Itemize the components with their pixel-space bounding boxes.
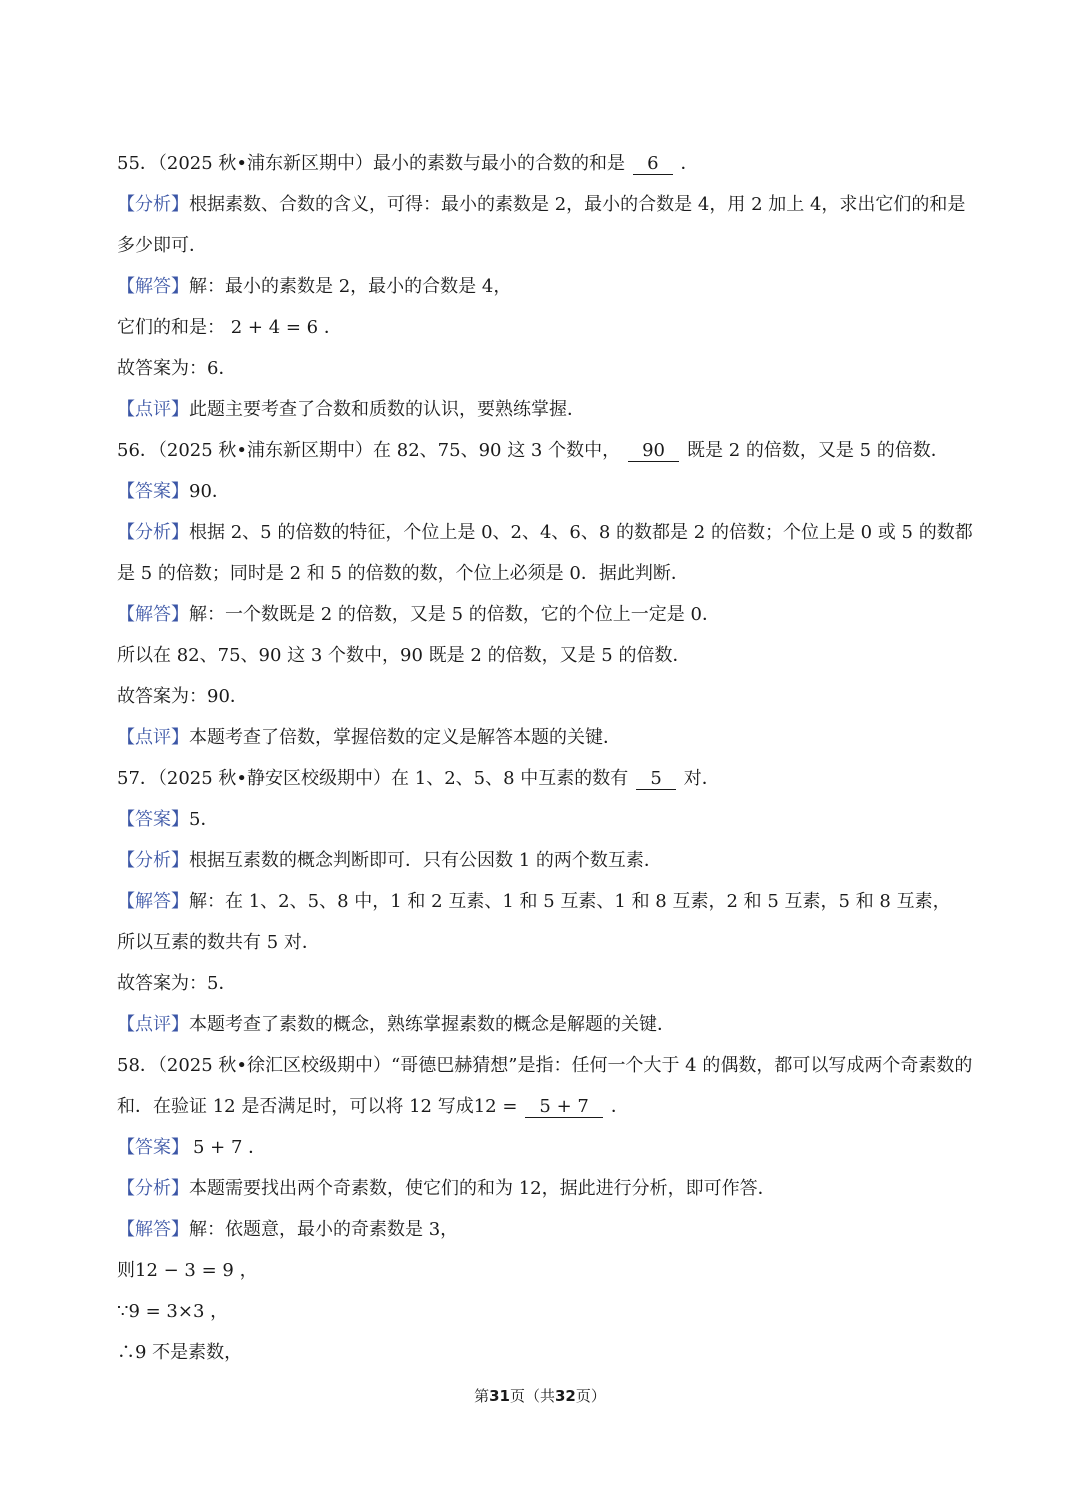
- solution-text: 解：一个数既是 2 的倍数，又是 5 的倍数，它的个位上一定是 0．: [189, 604, 720, 625]
- question-56-answer: [117, 471, 997, 512]
- question-55-analysis: [117, 184, 997, 225]
- question-55-stem: [117, 143, 997, 184]
- page-content: [117, 143, 997, 1373]
- footer-middle: 页（共: [509, 1387, 555, 1405]
- analysis-text: 根据互素数的概念判断即可．只有公因数 1 的两个数互素．: [189, 850, 662, 871]
- analysis-text: 根据素数、合数的含义，可得：最小的素数是 2，最小的合数是 4，用 2 加上 4，求出它们的和是: [189, 194, 966, 215]
- question-56-analysis-cont: 是 5 的倍数；同时是 2 和 5 的倍数的数，个位上必须是 0．据此判断．: [117, 563, 689, 584]
- answer-text: 90．: [189, 481, 230, 502]
- answer-text: 5 + 7 ．: [193, 1137, 267, 1158]
- question-57-stem: [117, 758, 997, 799]
- solution-text: 解：在 1、2、5、8 中，1 和 2 互素、1 和 5 互素、1 和 8 互素，2 和 5 互素，5 和 8 互素，: [189, 891, 951, 912]
- question-57-solution: [117, 881, 997, 922]
- question-56-solution: [117, 594, 997, 635]
- question-56-text: 56．（2025 秋•浦东新区期中）在 82、75、90 这 3 个数中，: [117, 440, 621, 461]
- answer-label: 【答案】: [117, 809, 189, 830]
- question-58-text: 和．在验证 12 是否满足时，可以将 12 写成12 =: [117, 1096, 518, 1117]
- question-57-analysis: [117, 840, 997, 881]
- question-57-solution-final: 故答案为：5．: [117, 973, 237, 994]
- question-57-comment: [117, 1004, 997, 1045]
- total-page-count: 32: [555, 1387, 576, 1405]
- question-58-stem-cont: [117, 1086, 997, 1127]
- question-58-solution-therefore: ∴9 不是素数，: [117, 1342, 243, 1363]
- solution-text: 解：依题意，最小的奇素数是 3，: [189, 1219, 459, 1240]
- solution-label: 【解答】: [117, 604, 189, 625]
- question-58-solution-line: 则12 − 3 = 9 ，: [117, 1260, 258, 1281]
- question-58-answer-blank: 5 + 7: [525, 1097, 602, 1118]
- question-55-text: 55．（2025 秋•浦东新区期中）最小的素数与最小的合数的和是: [117, 153, 626, 174]
- comment-text: 本题考查了素数的概念，熟练掌握素数的概念是解题的关键．: [189, 1014, 675, 1035]
- answer-label: 【答案】: [117, 1137, 189, 1158]
- analysis-label: 【分析】: [117, 1178, 189, 1199]
- comment-label: 【点评】: [117, 1014, 189, 1035]
- question-56-stem-end: 既是 2 的倍数，又是 5 的倍数．: [687, 440, 949, 461]
- answer-text: 5．: [189, 809, 219, 830]
- analysis-label: 【分析】: [117, 194, 189, 215]
- question-55-stem-end: ．: [680, 153, 699, 174]
- comment-text: 本题考查了倍数，掌握倍数的定义是解答本题的关键．: [189, 727, 621, 748]
- solution-label: 【解答】: [117, 891, 189, 912]
- question-56-analysis: [117, 512, 997, 553]
- question-56-stem: [117, 430, 997, 471]
- question-56-comment: [117, 717, 997, 758]
- footer-suffix: 页）: [575, 1387, 606, 1405]
- question-56-solution-line: 所以在 82、75、90 这 3 个数中，90 既是 2 的倍数，又是 5 的倍数．: [117, 645, 691, 666]
- question-58-analysis: [117, 1168, 997, 1209]
- solution-label: 【解答】: [117, 1219, 189, 1240]
- page-footer: [0, 1385, 1080, 1407]
- comment-label: 【点评】: [117, 399, 189, 420]
- question-58-answer: [117, 1127, 997, 1168]
- answer-label: 【答案】: [117, 481, 189, 502]
- question-57-answer-blank: 5: [636, 769, 675, 790]
- comment-text: 此题主要考查了合数和质数的认识，要熟练掌握．: [189, 399, 585, 420]
- question-58-stem: 58．（2025 秋•徐汇区校级期中）“哥德巴赫猜想”是指：任何一个大于 4 的偶数，都可以写成两个奇素数的: [117, 1055, 973, 1076]
- comment-label: 【点评】: [117, 727, 189, 748]
- question-55-solution-line: 它们的和是： 2 + 4 = 6 ．: [117, 317, 342, 338]
- question-56-solution-final: 故答案为：90．: [117, 686, 248, 707]
- question-55-comment: [117, 389, 997, 430]
- question-57-stem-end: 对．: [683, 768, 720, 789]
- question-58-stem-end: ．: [610, 1096, 629, 1117]
- analysis-text: 根据 2、5 的倍数的特征，个位上是 0、2、4、6、8 的数都是 2 的倍数；个位上是 0 或 5 的数都: [189, 522, 973, 543]
- analysis-label: 【分析】: [117, 850, 189, 871]
- current-page-number: 31: [489, 1387, 510, 1405]
- footer-prefix: 第: [474, 1387, 490, 1405]
- question-58-solution: [117, 1209, 997, 1250]
- question-56-answer-blank: 90: [628, 441, 679, 462]
- question-55-solution: [117, 266, 997, 307]
- question-55-solution-final: 故答案为：6．: [117, 358, 237, 379]
- analysis-label: 【分析】: [117, 522, 189, 543]
- question-57-answer: [117, 799, 997, 840]
- solution-label: 【解答】: [117, 276, 189, 297]
- question-58-solution-because: ∵9 = 3×3 ，: [117, 1301, 229, 1322]
- question-55-answer-blank: 6: [633, 154, 672, 175]
- question-55-analysis-cont: 多少即可．: [117, 235, 207, 256]
- solution-text: 解：最小的素数是 2，最小的合数是 4，: [189, 276, 512, 297]
- question-57-text: 57．（2025 秋•静安区校级期中）在 1、2、5、8 中互素的数有: [117, 768, 629, 789]
- question-57-solution-line: 所以互素的数共有 5 对．: [117, 932, 320, 953]
- analysis-text: 本题需要找出两个奇素数，使它们的和为 12，据此进行分析，即可作答．: [189, 1178, 776, 1199]
